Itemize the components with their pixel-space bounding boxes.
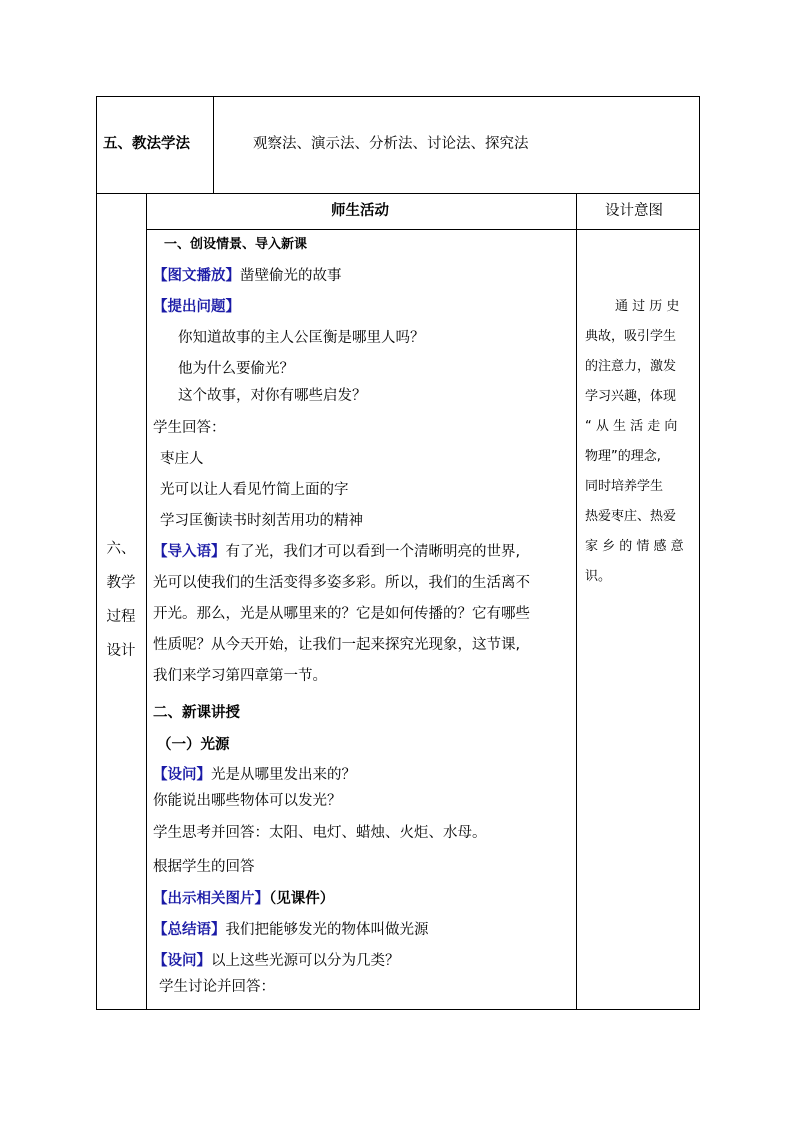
- activity-line: 你能说出哪些物体可以发光？: [153, 793, 342, 809]
- activity-line: 我们来学习第四章第一节。: [153, 668, 327, 684]
- header-activity: 师生活动: [331, 203, 389, 219]
- activity-line: 【设问】光是从哪里发出来的？: [153, 767, 356, 783]
- subsection-heading: （一）光源: [157, 737, 230, 753]
- row6-label-line: 六、: [106, 541, 136, 557]
- section-heading: 二、新课讲授: [153, 705, 240, 721]
- row6-label-divider: [146, 193, 147, 1010]
- intent-line: 典故，吸引学生: [585, 329, 677, 344]
- activity-line: 性质呢？从今天开始，让我们一起来探究光现象，这节课,: [153, 637, 521, 653]
- activity-line: 学生思考并回答：太阳、电灯、蜡烛、火炬、水母。: [153, 825, 487, 841]
- question-line: 这个故事，对你有哪些启发？: [178, 388, 367, 404]
- tag-label: 【总结语】: [153, 922, 226, 938]
- intent-line: 同时培养学生: [585, 479, 664, 494]
- header-intent: 设计意图: [605, 203, 663, 219]
- intent-line: 通 过 历 史: [615, 299, 680, 314]
- activity-line: 【导入语】有了光，我们才可以看到一个清晰明亮的世界,: [153, 544, 521, 560]
- activity-line: 开光。那么，光是从哪里来的？它是如何传播的？它有哪些: [153, 606, 530, 622]
- activity-line: 【设问】以上这些光源可以分为几类？: [153, 953, 400, 969]
- tag-label: 【导入语】: [153, 544, 226, 560]
- answer-line: 枣庄人: [160, 451, 204, 467]
- row6-label-line: 设计: [106, 643, 136, 659]
- tag-label: 【设问】: [153, 953, 211, 969]
- question-line: 他为什么要偷光？: [178, 361, 294, 377]
- intent-line: 学习兴趣，体现: [585, 389, 677, 404]
- design-intent: [585, 292, 693, 592]
- activity-line: 【出示相关图片】（见课件）: [153, 891, 335, 907]
- intent-line: “ 从 生 活 走 向: [585, 419, 678, 434]
- answer-line: 学习匡衡读书时刻苦用功的精神: [160, 513, 363, 529]
- activity-line: 【图文播放】凿壁偷光的故事: [153, 268, 342, 284]
- tag-label: 【提出问题】: [153, 299, 240, 315]
- row6-label: [96, 540, 146, 660]
- activity-line: 学生讨论并回答：: [159, 979, 275, 995]
- header-divider: [146, 229, 700, 230]
- activity-line: 根据学生的回答: [153, 859, 255, 875]
- intent-line: 的注意力，激发: [585, 359, 677, 374]
- intent-column-divider: [576, 193, 577, 1010]
- question-line: 你知道故事的主人公匡衡是哪里人吗？: [178, 330, 425, 346]
- answer-line: 光可以让人看见竹简上面的字: [160, 482, 349, 498]
- activity-line: 【总结语】我们把能够发光的物体叫做光源: [153, 922, 429, 938]
- tag-label: 【图文播放】: [153, 268, 240, 284]
- tag-label: 【设问】: [153, 767, 211, 783]
- row6-label-line: 教学: [106, 575, 136, 591]
- activity-line: 学生回答：: [153, 420, 226, 436]
- row6-label-line: 过程: [106, 609, 136, 625]
- table-bottom-border: [96, 1009, 700, 1010]
- tag-label: 【出示相关图片】: [153, 891, 269, 907]
- activity-line: 光可以使我们的生活变得多姿多彩。所以，我们的生活离不: [153, 575, 530, 591]
- intent-line: 物理”的理念,: [585, 449, 661, 464]
- table-right-border: [699, 96, 700, 1010]
- row5-content: 观察法、演示法、分析法、讨论法、探究法: [253, 136, 529, 152]
- row-divider: [96, 193, 700, 194]
- intent-line: 家 乡 的 情 感 意: [585, 539, 684, 554]
- intent-line: 识。: [585, 569, 612, 584]
- intent-line: 热爱枣庄、热爱: [585, 509, 677, 524]
- table-top-border: [96, 96, 700, 97]
- row5-label: 五、教法学法: [103, 136, 190, 152]
- row5-divider: [213, 96, 214, 194]
- section-heading: 一、创设情景、导入新课: [164, 237, 308, 252]
